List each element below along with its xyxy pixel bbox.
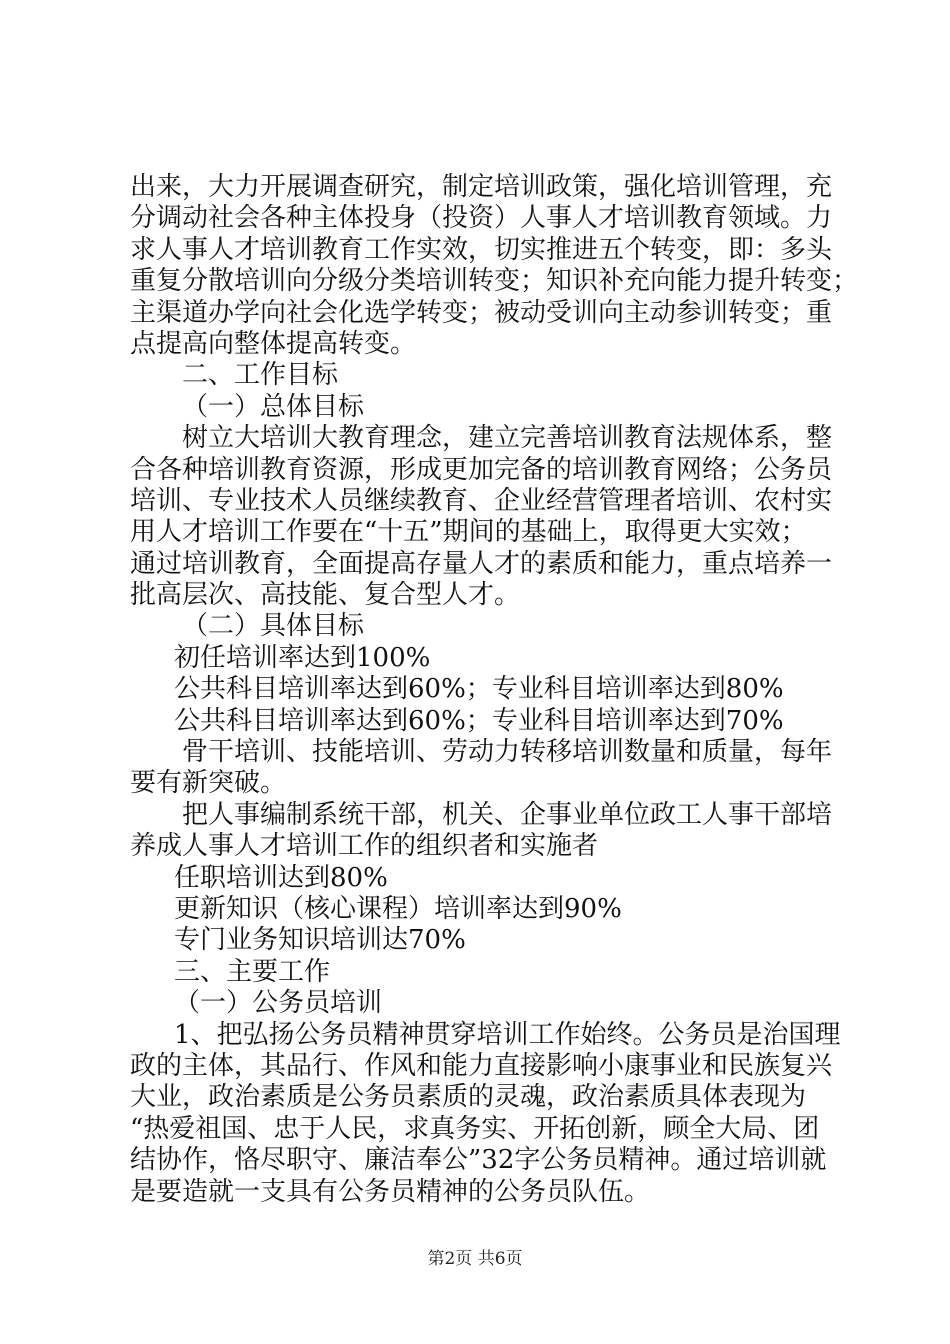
text-line: 公共科目培训率达到60%；专业科目培训率达到80% <box>174 674 784 705</box>
text-line: 是要造就一支具有公务员精神的公务员队伍。 <box>130 1176 651 1207</box>
text-line: 任职培训达到80% <box>174 862 388 893</box>
text-line: 求人事人才培训教育工作实效，切实推进五个转变，即：多头 <box>130 234 833 265</box>
section-heading: 三、主要工作 <box>174 956 331 987</box>
text-line: 通过培训教育，全面提高存量人才的素质和能力，重点培养一 <box>130 548 833 579</box>
subsection-heading: （二）具体目标 <box>182 611 365 642</box>
text-line: 点提高向整体提高转变。 <box>130 328 417 359</box>
text-line: 培训、专业技术人员继续教育、企业经营管理者培训、农村实 <box>130 485 833 516</box>
text-line: 骨干培训、技能培训、劳动力转移培训数量和质量，每年 <box>182 737 833 768</box>
text-line: “热爱祖国、忠于人民，求真务实、开拓创新，顾全大局、团 <box>130 1113 820 1144</box>
text-line: 初任培训率达到100% <box>174 642 431 673</box>
text-line: 把人事编制系统干部，机关、企事业单位政工人事干部培 <box>182 799 833 830</box>
text-line: 合各种培训教育资源，形成更加完备的培训教育网络；公务员 <box>130 454 833 485</box>
text-line: 用人才培训工作要在“十五”期间的基础上，取得更大实效； <box>130 517 807 548</box>
text-line: 批高层次、高技能、复合型人才。 <box>130 580 521 611</box>
subsection-heading: （一）公务员培训 <box>174 988 383 1019</box>
text-line: 要有新突破。 <box>130 768 287 799</box>
text-line: 主渠道办学向社会化选学转变；被动受训向主动参训转变；重 <box>130 297 833 328</box>
text-line: 公共科目培训率达到60%；专业科目培训率达到70% <box>174 705 784 736</box>
section-heading: 二、工作目标 <box>182 360 339 391</box>
document-body <box>130 172 859 1208</box>
text-line: 树立大培训大教育理念，建立完善培训教育法规体系，整 <box>182 423 833 454</box>
text-line: 出来，大力开展调查研究，制定培训政策，强化培训管理，充 <box>130 172 833 202</box>
text-line: 重复分散培训向分级分类培训转变；知识补充向能力提升转变； <box>130 266 859 297</box>
text-line: 大业，政治素质是公务员素质的灵魂，政治素质具体表现为 <box>130 1082 807 1113</box>
text-line: 分调动社会各种主体投身（投资）人事人才培训教育领域。力 <box>130 203 833 234</box>
text-line: 结协作，恪尽职守、廉洁奉公”32字公务员精神。通过培训就 <box>130 1145 827 1176</box>
text-line: 专门业务知识培训达70% <box>174 925 466 956</box>
text-line: 政的主体，其品行、作风和能力直接影响小康事业和民族复兴 <box>130 1050 833 1081</box>
text-line: 1、把弘扬公务员精神贯穿培训工作始终。公务员是治国理 <box>174 1019 841 1050</box>
page-number-footer: 第2页 共6页 <box>427 1249 523 1269</box>
text-line: 养成人事人才培训工作的组织者和实施者 <box>130 831 599 862</box>
subsection-heading: （一）总体目标 <box>182 391 365 422</box>
text-line: 更新知识（核心课程）培训率达到90% <box>174 893 622 924</box>
